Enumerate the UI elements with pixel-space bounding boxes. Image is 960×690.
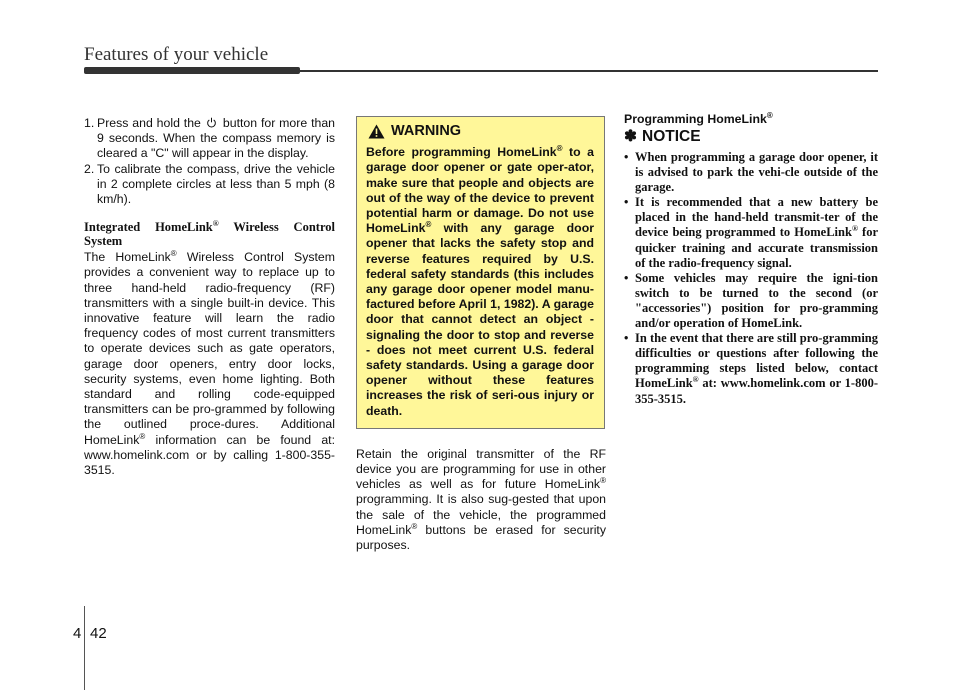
step-1-text-b: button for more than 9 seconds. When the compass memory is cleared a "C" will appear in the display. bbox=[97, 116, 335, 161]
notice-item-3: Some vehicles may require the igni-tion switch to be turned to the second (or "accessories") position for pro-gramming and/or operation of HomeLink. bbox=[635, 270, 878, 331]
warning-text bbox=[366, 145, 594, 419]
notice-4-text-b: at: www.homelink.com or 1-800-355-3515. bbox=[635, 376, 878, 406]
step-1 bbox=[84, 116, 335, 162]
desc-text-c: information can be found at: www.homelink.com or by calling 1-800-355-3515. bbox=[84, 432, 335, 478]
column-2 bbox=[356, 116, 606, 553]
warning-box bbox=[356, 116, 605, 429]
homelink-description bbox=[84, 250, 335, 478]
power-icon bbox=[206, 117, 217, 128]
list-item bbox=[624, 195, 878, 270]
notice-2-text-b: for quicker training and accurate transmission of the radio-frequency signal. bbox=[635, 225, 879, 270]
page-number: 42 bbox=[90, 625, 107, 642]
notice-list bbox=[624, 150, 878, 407]
warning-text-b: to a garage door opener or gate oper-ator, make sure that people and objects are out of the way of the device to prevent potential harm or damage. Do not use HomeLink bbox=[366, 145, 595, 236]
notice-item-2 bbox=[635, 195, 878, 270]
registered-mark: ® bbox=[556, 144, 563, 154]
column-1 bbox=[84, 116, 335, 478]
bullet: • bbox=[624, 150, 629, 164]
retain-text-b: programming. It is also sug-gested that upon the sale of the vehicle, the programmed HomeLink bbox=[356, 492, 606, 537]
registered-mark: ® bbox=[600, 476, 606, 486]
warning-triangle-icon bbox=[368, 124, 385, 139]
heading-text-a: Integrated HomeLink bbox=[84, 220, 213, 235]
registered-mark: ® bbox=[411, 521, 418, 531]
list-item bbox=[624, 331, 878, 406]
warning-text-c: with any garage door opener that lacks the safety stop and reverse features required by U.S. federal safety standards (this includes any garage door opener model manu-factured before April 1, 1982). A garage door that cannot detect an object - signaling the door to stop and reverse - does not meet current U.S. federal safety standards. Using a garage door opener without these features increases the risk of seri-ous injury or death. bbox=[366, 221, 594, 418]
registered-mark: ® bbox=[170, 249, 177, 259]
retain-text-c: buttons be erased for security purposes. bbox=[356, 522, 606, 553]
notice-header bbox=[624, 127, 878, 146]
notice-star-icon: ✽ bbox=[624, 128, 637, 145]
step-1-text-a: Press and hold the bbox=[97, 116, 201, 130]
registered-mark: ® bbox=[851, 224, 858, 234]
footer-divider bbox=[84, 606, 85, 690]
step-2-text: To calibrate the compass, drive the vehicle in 2 complete circles at less than 5 mph (8 km/h). bbox=[97, 161, 335, 207]
notice-item-4 bbox=[635, 331, 878, 406]
retain-text-a: Retain the original transmitter of the RF device you are programming for use in other vehicles as well as for future HomeLink bbox=[356, 446, 606, 492]
list-item bbox=[624, 150, 878, 195]
warning-text-a: Before programming HomeLink bbox=[366, 145, 557, 160]
notice-2-text-a: It is recommended that a new battery be placed in the hand-held transmit-ter of the device being programmed to HomeLink bbox=[635, 195, 878, 240]
heading-text-b: Wireless Control System bbox=[84, 220, 335, 249]
bullet: • bbox=[624, 195, 629, 210]
registered-mark: ® bbox=[766, 110, 773, 120]
warning-title: WARNING bbox=[391, 123, 462, 139]
desc-text-a: The HomeLink bbox=[84, 250, 171, 265]
registered-mark: ® bbox=[212, 219, 219, 229]
registered-mark: ® bbox=[425, 220, 432, 230]
header-bar bbox=[84, 67, 300, 74]
bullet: • bbox=[624, 270, 629, 285]
page-header-title: Features of your vehicle bbox=[84, 44, 269, 65]
warning-header bbox=[368, 124, 594, 139]
step-2 bbox=[84, 162, 335, 208]
registered-mark: ® bbox=[692, 375, 699, 385]
registered-mark: ® bbox=[139, 431, 146, 441]
retain-paragraph bbox=[356, 447, 606, 553]
notice-item-1: When programming a garage door opener, it is advised to park the vehi-cle outside of the garage. bbox=[635, 150, 878, 195]
list-item bbox=[624, 271, 878, 331]
bullet: • bbox=[624, 331, 629, 346]
homelink-heading bbox=[84, 220, 335, 248]
programming-title bbox=[624, 112, 878, 126]
step-2-number: 2. bbox=[84, 161, 95, 176]
programming-title-text: Programming HomeLink bbox=[624, 112, 767, 126]
notice-label: NOTICE bbox=[642, 127, 701, 145]
column-3 bbox=[624, 112, 878, 407]
desc-text-b: Wireless Control System provides a convenient way to replace up to three hand-held radio-frequency (RF) transmitters with a single built-in device. This innovative feature will learn the radio frequency codes of most current transmitters to operate devices such as gate operators, garage door openers, entry door locks, security systems, even home lighting. Both standard and rolling code-equipped transmitters can be pro-grammed by following the outlined proce-dures. Additional HomeLink bbox=[84, 250, 336, 447]
step-1-number: 1. bbox=[84, 116, 95, 130]
notice-4-text-a: In the event that there are still pro-gramming difficulties or questions after following the programming steps listed below, contact HomeLink bbox=[635, 331, 878, 391]
section-number: 4 bbox=[73, 625, 82, 642]
